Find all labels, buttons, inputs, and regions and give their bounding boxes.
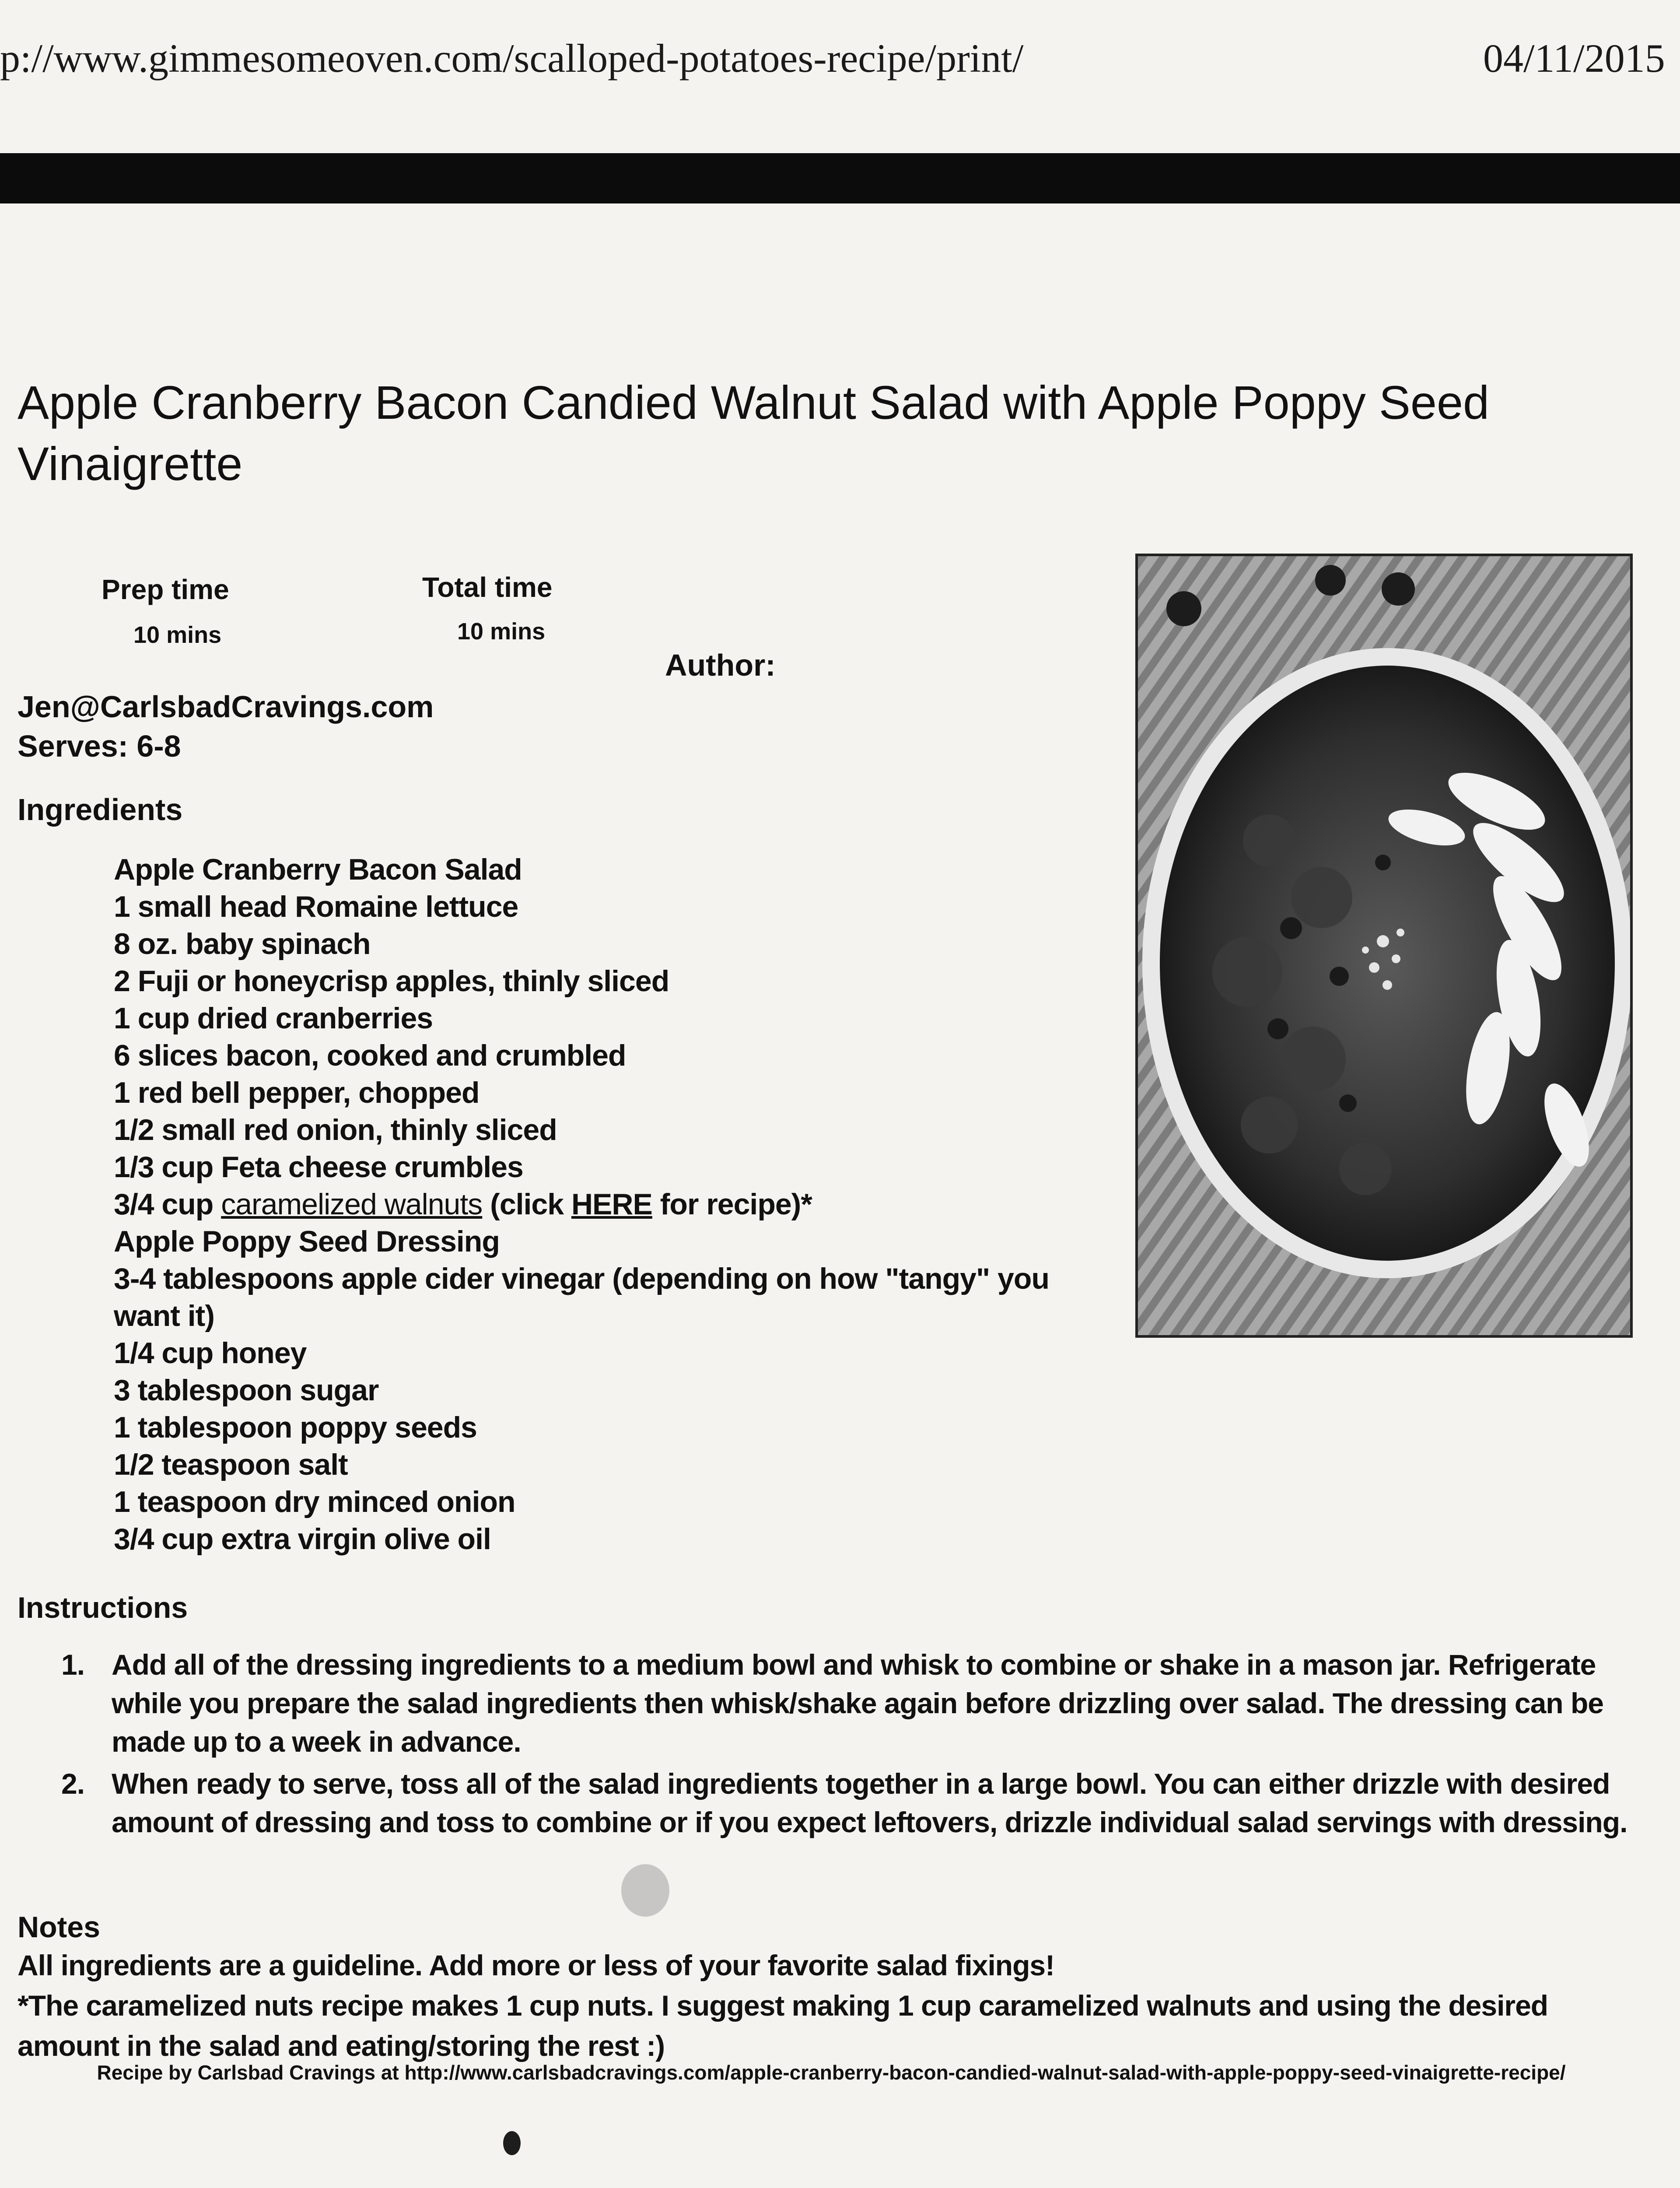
list-item: 3 tablespoon sugar	[114, 1374, 379, 1407]
dressing-subheading: Apple Poppy Seed Dressing	[114, 1225, 500, 1258]
list-item-walnuts	[114, 1186, 1120, 1223]
list-item: 3/4 cup extra virgin olive oil	[114, 1522, 491, 1556]
list-item: 1/2 small red onion, thinly sliced	[114, 1113, 557, 1147]
recipe-credit: Recipe by Carlsbad Cravings at http://www.carlsbadcravings.com/apple-cranberry-bacon-candied-walnut-salad-with-apple-poppy-seed-vinaigrette-recipe/	[97, 2061, 1566, 2084]
salad-photo-illustration	[1138, 556, 1630, 1335]
list-item: 1 red bell pepper, chopped	[114, 1076, 480, 1109]
notes	[18, 1945, 1628, 2066]
serves: Serves: 6-8	[18, 729, 181, 763]
note-line: *The caramelized nuts recipe makes 1 cup nuts. I suggest making 1 cup caramelized walnuts and using the desired amount in the salad and eating/storing the rest :)	[18, 1989, 1548, 2062]
caramelized-walnuts-link[interactable]: caramelized walnuts	[221, 1188, 483, 1221]
ink-spot	[503, 2131, 521, 2155]
instruction-step	[61, 1764, 1645, 1841]
list-item: 1/3 cup Feta cheese crumbles	[114, 1150, 523, 1184]
list-item: 1 tablespoon poppy seeds	[114, 1411, 477, 1444]
recipe-title: Apple Cranberry Bacon Candied Walnut Salad with Apple Poppy Seed Vinaigrette	[18, 376, 1490, 490]
ingredients-heading: Ingredients	[18, 792, 183, 827]
list-item: 1/2 teaspoon salt	[114, 1448, 348, 1481]
header-bar	[0, 153, 1680, 203]
instructions-list	[61, 1645, 1645, 1845]
walnut-middle: (click	[482, 1188, 571, 1221]
prep-time-label: Prep time	[102, 574, 229, 605]
step-number: 1.	[61, 1648, 85, 1681]
walnut-suffix: for recipe)*	[652, 1188, 812, 1221]
list-item: 6 slices bacon, cooked and crumbled	[114, 1039, 626, 1072]
total-time-value: 10 mins	[457, 618, 546, 645]
salad-subheading: Apple Cranberry Bacon Salad	[114, 853, 522, 886]
list-item: 1 small head Romaine lettuce	[114, 890, 518, 923]
author-value: Jen@CarlsbadCravings.com	[18, 690, 434, 724]
list-item: 2 Fuji or honeycrisp apples, thinly sliced	[114, 964, 669, 998]
instruction-step	[61, 1645, 1645, 1761]
instructions-heading: Instructions	[18, 1591, 188, 1624]
ingredients-list	[114, 851, 1120, 1558]
note-line: All ingredients are a guideline. Add more or less of your favorite salad fixings!	[18, 1949, 1055, 1981]
total-time-label: Total time	[422, 572, 553, 603]
list-item: 3-4 tablespoons apple cider vinegar (depending on how "tangy" you want it)	[114, 1262, 1049, 1332]
print-date: 04/11/2015	[1483, 36, 1665, 81]
print-url: p://www.gimmesomeoven.com/scalloped-potatoes-recipe/print/	[0, 36, 1024, 81]
prep-time-value: 10 mins	[133, 622, 222, 648]
list-item: 8 oz. baby spinach	[114, 927, 371, 961]
step-text: Add all of the dressing ingredients to a medium bowl and whisk to combine or shake in a mason jar. Refrigerate while you prepare the salad ingredients then whisk/shake again before drizzling over salad. The dressing can be made up to a week in advance.	[112, 1648, 1603, 1758]
list-item: 1 teaspoon dry minced onion	[114, 1485, 515, 1518]
author-label: Author:	[665, 648, 776, 682]
list-item: 1 cup dried cranberries	[114, 1002, 433, 1035]
stain-spot	[621, 1864, 669, 1917]
walnut-prefix: 3/4 cup	[114, 1188, 221, 1221]
step-text: When ready to serve, toss all of the salad ingredients together in a large bowl. You can either drizzle with desired amount of dressing and toss to combine or if you expect leftovers, drizzle individual salad servings with dressing.	[112, 1767, 1628, 1838]
step-number: 2.	[61, 1767, 85, 1800]
here-link[interactable]: HERE	[571, 1188, 652, 1221]
list-item: 1/4 cup honey	[114, 1336, 307, 1370]
notes-heading: Notes	[18, 1911, 100, 1944]
salad-photo	[1135, 554, 1633, 1338]
